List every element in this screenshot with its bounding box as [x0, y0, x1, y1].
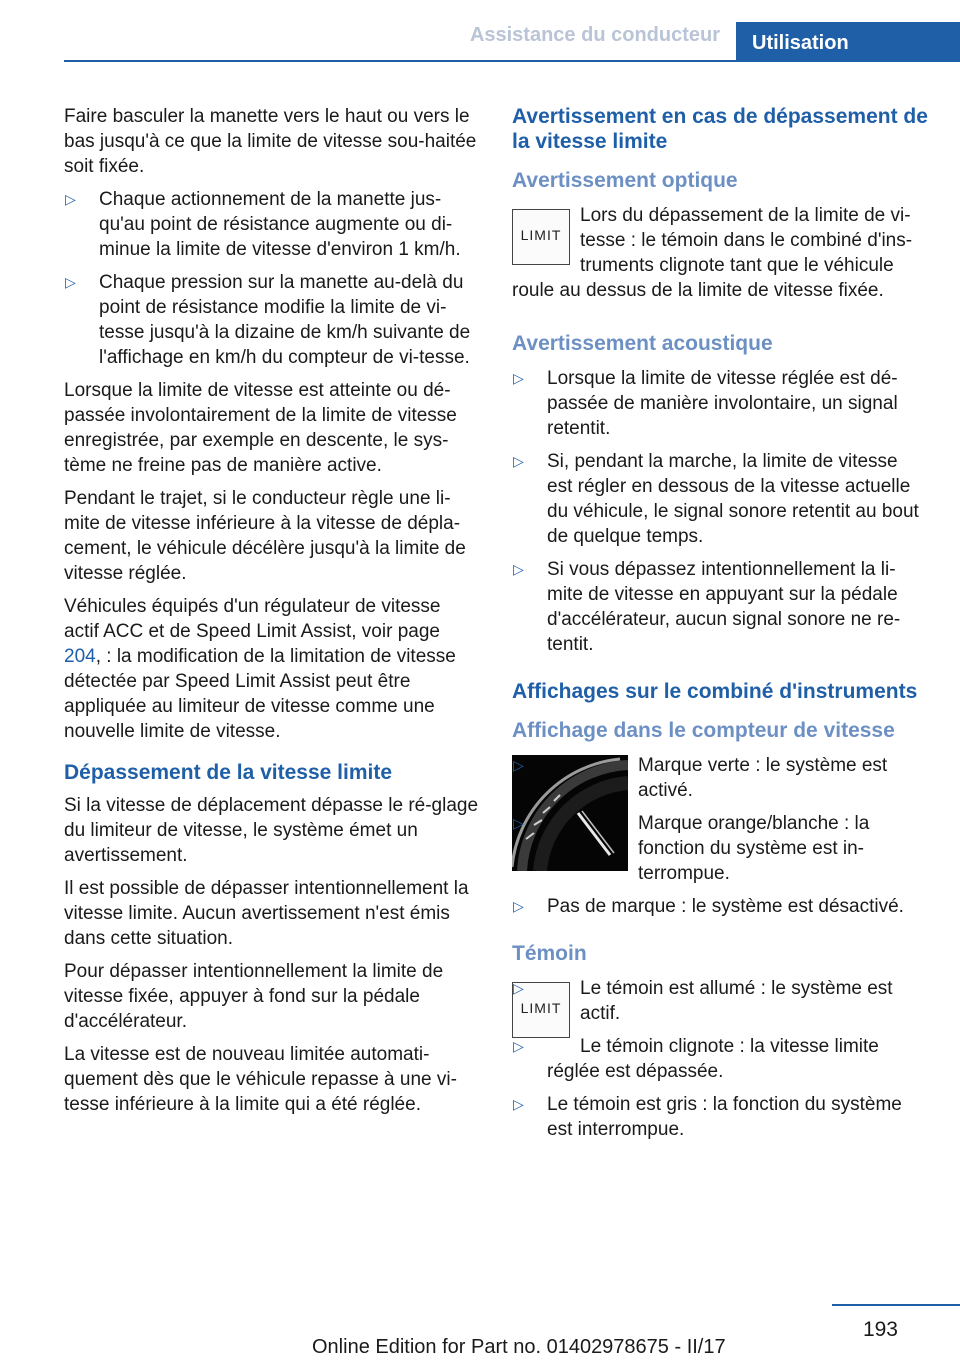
paragraph: Il est possible de dépasser intentionnellement la vitesse limite. Aucun avertissement n'est émis dans cette situation.: [64, 878, 469, 949]
list-item: ▷ Chaque actionnement de la manette jus-qu'au point de résistance augmente ou di-minue la limite de vitesse d'environ 1 km/h.: [65, 189, 461, 260]
list-item: ▷ Si vous dépassez intentionnellement la li-mite de vitesse en appuyant sur la pédale d'accélérateur, aucun signal sonore ne re-tentit.: [513, 559, 901, 655]
triangle-bullet-icon: ▷: [513, 898, 524, 914]
paragraph: Si la vitesse de déplacement dépasse le ré-glage du limiteur de vitesse, le système émet un avertissement.: [64, 795, 479, 866]
triangle-bullet-icon: ▷: [513, 757, 524, 773]
temoin-block: [512, 976, 928, 1092]
triangle-bullet-icon: ▷: [65, 274, 76, 290]
section-heading: Affichages sur le combiné d'instruments: [512, 680, 918, 703]
limit-indicator-icon: LIMIT: [512, 982, 570, 1038]
compteur-block: [512, 753, 928, 894]
header-chapter-tab: Utilisation: [736, 22, 960, 62]
edition-footer: Online Edition for Part no. 01402978675 - II/17: [312, 1336, 726, 1358]
triangle-bullet-icon: ▷: [513, 370, 524, 386]
acoustique-bullet-list: [512, 366, 928, 657]
limit-indicator-icon: LIMIT: [512, 209, 570, 265]
footer-rule: [832, 1304, 960, 1306]
list-item: ▷ Le témoin est allumé : le système est actif.: [513, 978, 893, 1024]
subsection-heading: Témoin: [512, 942, 587, 965]
list-item: ▷ Pas de marque : le système est désactivé.: [513, 896, 904, 917]
manette-bullet-list: [64, 187, 480, 370]
list-item: ▷ Le témoin clignote : la vitesse limite réglée est dépassée.: [513, 1036, 879, 1082]
list-item: ▷ Chaque pression sur la manette au-delà du point de résistance modifie la limite de vi-tesse jusqu'à la dizaine de km/h suivante de l'affichage en km/h du compteur de vi-tesse.: [65, 272, 471, 368]
page-reference-link[interactable]: 204: [64, 646, 96, 667]
triangle-bullet-icon: ▷: [513, 561, 524, 577]
triangle-bullet-icon: ▷: [513, 1038, 524, 1054]
triangle-bullet-icon: ▷: [65, 191, 76, 207]
list-item: ▷ Marque verte : le système est activé.: [513, 755, 888, 801]
paragraph-with-link: Véhicules équipés d'un régulateur de vitesse actif ACC et de Speed Limit Assist, voir page 204, : la modification de la limitation de vitesse détectée par Speed Limit Assist peut être appliquée au limiteur de vitesse comme une nouvelle limite de vitesse.: [64, 596, 456, 742]
subsection-heading: Affichage dans le compteur de vitesse: [512, 719, 895, 742]
triangle-bullet-icon: ▷: [513, 1096, 524, 1112]
paragraph: Lorsque la limite de vitesse est atteinte ou dé-passée involontairement de la limite de vitesse enregistrée, par exemple en descente, le sys-tème ne freine pas de manière active.: [64, 380, 457, 476]
page-number: 193: [862, 1318, 898, 1341]
intro-paragraph: Faire basculer la manette vers le haut ou vers le bas jusqu'à ce que la limite de vitesse sou-haitée soit fixée.: [64, 106, 477, 177]
triangle-bullet-icon: ▷: [513, 815, 524, 831]
list-item: ▷ Le témoin est gris : la fonction du système est interrompue.: [513, 1094, 902, 1140]
paragraph: Pendant le trajet, si le conducteur règle une li-mite de vitesse inférieure à la vitesse de dépla-cement, le véhicule décélère jusqu'à la limite de vitesse réglée.: [64, 488, 466, 584]
subsection-heading: Avertissement acoustique: [512, 332, 773, 355]
paragraph: Lors du dépassement de la limite de vi-tesse : le témoin dans le combiné d'ins-truments clignote tant que le véhicule roule au dessus de la limite de vitesse fixée.: [512, 205, 913, 301]
left-column: [64, 104, 480, 1125]
page-header: [0, 0, 960, 62]
header-rule: [64, 60, 960, 62]
header-section-title: Assistance du conducteur: [469, 24, 720, 46]
compteur-bullet-list: [512, 753, 928, 886]
temoin-after-list: [512, 1092, 928, 1142]
paragraph: La vitesse est de nouveau limitée automati-quement dès que le véhicule repasse à une vi-tesse inférieure à la limite qui a été réglée.: [64, 1044, 457, 1115]
section-heading: Avertissement en cas de dépassement de la vitesse limite: [512, 105, 928, 153]
section-heading: Dépassement de la vitesse limite: [64, 761, 392, 784]
list-item: ▷ Marque orange/blanche : la fonction du système est in-terrompue.: [513, 813, 870, 884]
list-item: ▷ Si, pendant la marche, la limite de vitesse est régler en dessous de la vitesse actuelle du véhicule, le signal sonore retentit au bout de quelque temps.: [513, 451, 919, 547]
optique-block: [512, 203, 928, 311]
temoin-bullet-list: [512, 976, 928, 1084]
right-column: [512, 104, 928, 1150]
compteur-after-list: [512, 894, 928, 919]
paragraph: Pour dépasser intentionnellement la limite de vitesse fixée, appuyer à fond sur la pédale d'accélérateur.: [64, 961, 444, 1032]
list-item: ▷ Lorsque la limite de vitesse réglée est dé-passée de manière involontaire, un signal retentit.: [513, 368, 898, 439]
triangle-bullet-icon: ▷: [513, 980, 524, 996]
subsection-heading: Avertissement optique: [512, 169, 738, 192]
triangle-bullet-icon: ▷: [513, 453, 524, 469]
